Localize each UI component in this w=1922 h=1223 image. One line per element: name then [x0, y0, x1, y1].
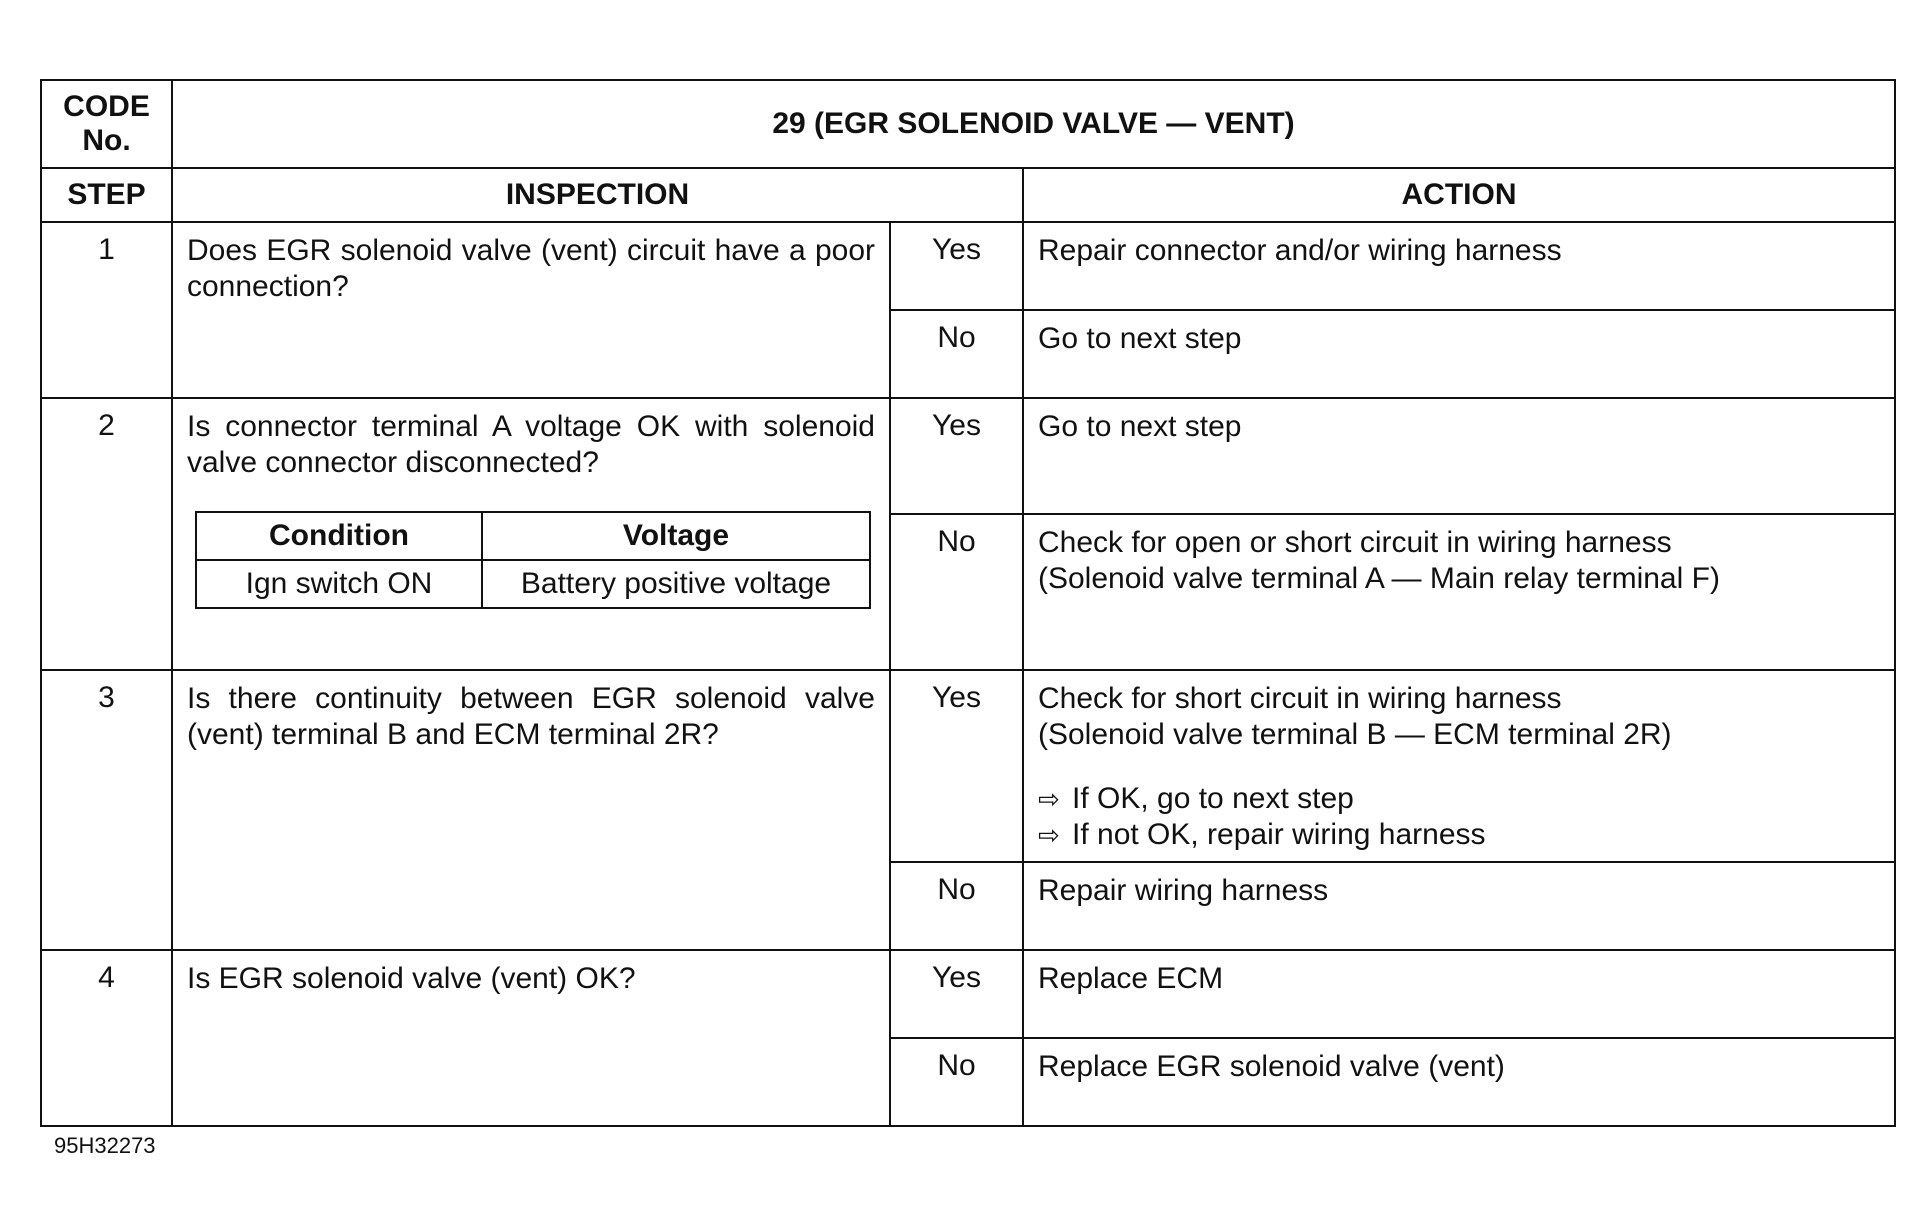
action-line: Replace ECM [1038, 962, 1224, 995]
action-text [1023, 398, 1895, 514]
inspection-question: Does EGR solenoid valve (vent) circuit have a poor connection? [187, 234, 875, 303]
no-label: No [890, 862, 1023, 950]
inspection-text [172, 670, 890, 950]
voltage-value: Battery positive voltage [482, 560, 870, 608]
table-row [41, 222, 1895, 310]
step-number: 1 [41, 222, 172, 398]
step-number: 2 [41, 398, 172, 670]
yes-label: Yes [890, 398, 1023, 514]
table-row [41, 398, 1895, 514]
yes-label: Yes [890, 670, 1023, 862]
inspection-question: Is there continuity between EGR solenoid valve (vent) terminal B and ECM terminal 2R? [187, 682, 875, 751]
code-label: CODE [63, 90, 150, 123]
bullet-text: If OK, go to next step [1072, 782, 1354, 815]
action-line: Check for open or short circuit in wiring harness [1038, 526, 1672, 559]
inspection-question: Is EGR solenoid valve (vent) OK? [187, 962, 636, 995]
diagnostic-table-sheet [40, 79, 1894, 1119]
action-line: Check for short circuit in wiring harness [1038, 682, 1562, 715]
action-text [1023, 670, 1895, 862]
arrow-right-outline-icon: ⇨ [1038, 784, 1060, 814]
no-label: No [890, 514, 1023, 670]
action-line: (Solenoid valve terminal A — Main relay terminal F) [1038, 562, 1720, 595]
action-line: Repair wiring harness [1038, 874, 1329, 907]
action-text [1023, 1038, 1895, 1126]
yes-label: Yes [890, 950, 1023, 1038]
step-header: STEP [41, 168, 172, 222]
figure-id: 95H32273 [54, 1133, 156, 1158]
action-line: Go to next step [1038, 322, 1242, 355]
code-number-header [41, 80, 172, 168]
action-line: (Solenoid valve terminal B — ECM terminal 2R) [1038, 718, 1672, 751]
action-line: Go to next step [1038, 410, 1242, 443]
action-text [1023, 514, 1895, 670]
table-row [41, 950, 1895, 1038]
condition-value: Ign switch ON [196, 560, 482, 608]
action-line: Repair connector and/or wiring harness [1038, 234, 1562, 267]
inspection-text [172, 398, 890, 670]
action-header: ACTION [1023, 168, 1895, 222]
condition-voltage-table [195, 511, 871, 609]
no-label: No [890, 310, 1023, 398]
inspection-question: Is connector terminal A voltage OK with solenoid valve connector disconnected? [187, 410, 875, 479]
code-no-label: No. [82, 124, 131, 157]
action-text [1023, 862, 1895, 950]
bullet-line [1038, 817, 1880, 853]
inspection-header: INSPECTION [172, 168, 1023, 222]
action-line: Replace EGR solenoid valve (vent) [1038, 1050, 1505, 1083]
condition-header: Condition [196, 512, 482, 560]
inspection-text [172, 222, 890, 398]
action-text [1023, 222, 1895, 310]
step-number: 4 [41, 950, 172, 1126]
arrow-right-outline-icon: ⇨ [1038, 820, 1060, 850]
yes-label: Yes [890, 222, 1023, 310]
action-text [1023, 310, 1895, 398]
table-row [41, 670, 1895, 862]
action-text [1023, 950, 1895, 1038]
code-title: 29 (EGR SOLENOID VALVE — VENT) [172, 80, 1895, 168]
voltage-header: Voltage [482, 512, 870, 560]
diagnostic-table [40, 79, 1896, 1127]
bullet-line [1038, 781, 1880, 817]
no-label: No [890, 1038, 1023, 1126]
bullet-text: If not OK, repair wiring harness [1072, 818, 1486, 851]
step-number: 3 [41, 670, 172, 950]
inspection-text [172, 950, 890, 1126]
